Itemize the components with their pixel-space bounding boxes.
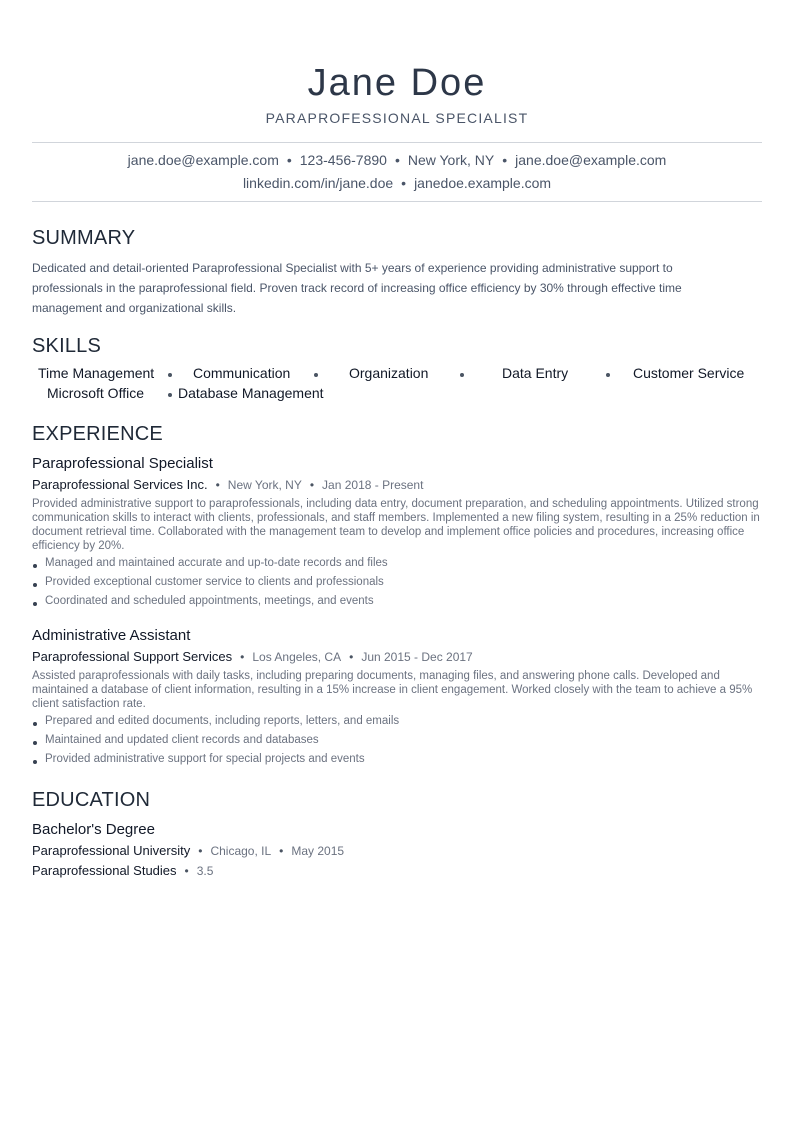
job-description: Assisted paraprofessionals with daily tasks, including preparing documents, managing files, and answering phone calls. Developed and maintained a database of client information, resulting in a 15% increase in client engagement. Worked closely with the team to achieve a 95% client satisfaction rate. (32, 670, 753, 710)
education-heading: EDUCATION (32, 789, 151, 811)
job-dates: Jun 2015 - Dec 2017 (361, 650, 473, 664)
meta-separator: • (240, 650, 245, 664)
contact-line-1 (32, 152, 762, 168)
education-date: May 2015 (291, 844, 345, 858)
summary-text: Dedicated and detail-oriented Paraprofessional Specialist with 5+ years of experience providing administrative support to professionals in the paraprofessional field. Proven track record of increasing office efficiency by 30% through effective time management and organizational skills. (32, 261, 682, 315)
meta-separator: • (349, 650, 354, 664)
skill-item: Organization (349, 365, 429, 381)
education-field: Paraprofessional Studies (32, 863, 177, 878)
contact-separator: • (286, 152, 292, 168)
bullet-icon (33, 741, 37, 745)
bullet-icon (33, 722, 37, 726)
bullet-text: Prepared and edited documents, including reports, letters, and emails (45, 715, 400, 727)
skill-item: Data Entry (502, 365, 569, 381)
job-location: Los Angeles, CA (252, 650, 342, 664)
meta-separator: • (309, 478, 315, 492)
list-item (32, 575, 752, 594)
list-item (32, 556, 752, 575)
contact-linkedin[interactable]: linkedin.com/in/jane.doe (242, 175, 394, 191)
contact-separator: • (394, 152, 400, 168)
list-item (32, 594, 752, 613)
job-company: Paraprofessional Support Services (32, 649, 233, 664)
bullet-icon (33, 583, 37, 587)
skill-item: Communication (193, 365, 291, 381)
skills-row-2 (32, 385, 762, 405)
skill-separator (168, 393, 172, 397)
skills-heading: SKILLS (32, 335, 102, 357)
skill-item: Microsoft Office (47, 385, 144, 401)
experience-heading: EXPERIENCE (32, 423, 163, 445)
contact-email[interactable]: jane.doe@example.com (127, 152, 279, 168)
contact-separator: • (401, 175, 407, 191)
summary-heading: SUMMARY (32, 227, 136, 249)
bullet-icon (33, 760, 37, 764)
skill-separator (314, 373, 318, 377)
bullet-icon (33, 564, 37, 568)
candidate-role: PARAPROFESSIONAL SPECIALIST (265, 110, 529, 126)
skill-item: Time Management (38, 365, 155, 381)
job-dates: Jan 2018 - Present (322, 478, 424, 492)
education-school: Paraprofessional University (32, 843, 191, 858)
bullet-text: Provided exceptional customer service to clients and professionals (45, 576, 384, 588)
contact-line-2 (32, 175, 762, 191)
list-item (32, 752, 752, 771)
header-divider-bottom (32, 201, 762, 202)
contact-separator: • (502, 152, 508, 168)
skills-row-1 (32, 365, 762, 385)
job-meta (32, 477, 423, 492)
contact-website[interactable]: janedoe.example.com (414, 175, 552, 191)
skill-item: Customer Service (633, 365, 745, 381)
meta-separator: • (279, 844, 284, 858)
list-item (32, 733, 752, 752)
list-item (32, 714, 752, 733)
job-bullets (32, 556, 752, 613)
bullet-text: Maintained and updated client records and databases (45, 734, 319, 746)
skill-separator (606, 373, 610, 377)
meta-separator: • (198, 844, 203, 858)
skill-separator (460, 373, 464, 377)
skill-item: Database Management (178, 385, 324, 401)
bullet-icon (33, 602, 37, 606)
job-bullets (32, 714, 752, 771)
contact-email-secondary[interactable]: jane.doe@example.com (515, 152, 667, 168)
education-location: Chicago, IL (210, 844, 272, 858)
education-meta (32, 843, 344, 858)
skill-separator (168, 373, 172, 377)
job-title: Paraprofessional Specialist (32, 455, 213, 472)
education-gpa: 3.5 (196, 864, 214, 878)
meta-separator: • (184, 864, 189, 878)
contact-phone[interactable]: 123-456-7890 (299, 152, 387, 168)
meta-separator: • (215, 478, 220, 492)
header-divider-top (32, 142, 762, 143)
contact-location: New York, NY (407, 152, 495, 168)
candidate-name: Jane Doe (307, 62, 487, 104)
bullet-text: Coordinated and scheduled appointments, meetings, and events (45, 595, 374, 607)
job-company: Paraprofessional Services Inc. (32, 477, 208, 492)
job-meta (32, 649, 473, 664)
education-degree: Bachelor's Degree (32, 821, 155, 838)
education-field-line (32, 863, 213, 878)
job-title: Administrative Assistant (32, 627, 191, 644)
bullet-text: Provided administrative support for special projects and events (45, 753, 365, 765)
job-location: New York, NY (227, 478, 302, 492)
skills-list (32, 365, 762, 405)
bullet-text: Managed and maintained accurate and up-to-date records and files (45, 557, 388, 569)
job-description: Provided administrative support to paraprofessionals, including data entry, document preparation, and scheduling appointments. Utilized strong communication skills to interact with clients, professionals, and staff members. Implemented a new filing system, resulting in a 25% reduction in document retrieval time. Collaborated with the management team to develop and implement office policies and procedures, increasing office efficiency by 20%. (32, 498, 760, 552)
